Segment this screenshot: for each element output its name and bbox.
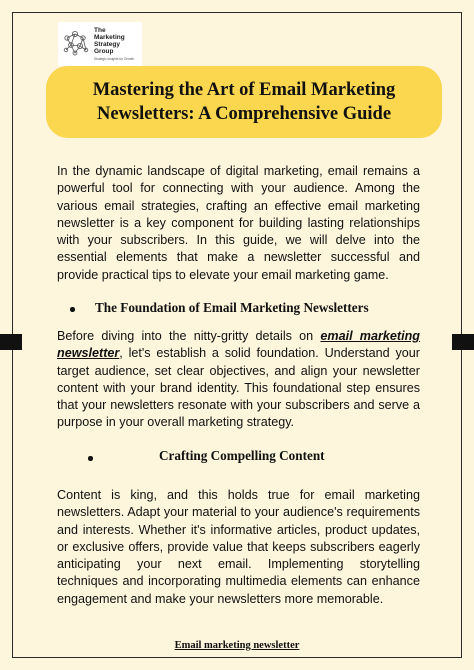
page-title [64,78,424,126]
section-heading-content: Crafting Compelling Content [159,448,325,463]
footer [0,640,474,651]
logo-line-4: Group [94,48,114,55]
title-banner [46,66,442,138]
intro-paragraph: In the dynamic landscape of digital marketing, email remains a powerful tool for connecting with your audience. Among the various email strategies, crafting an effective email marketing newsletter is a key component for building lasting relationships with your subscribers. In this guide, we will delve into the essential elements that make a newsletter successful and provide practical tips to elevate your email marketing game. [57,164,420,282]
right-edge-tab [452,334,474,350]
footer-link[interactable]: Email marketing newsletter [174,640,300,651]
logo-line-2: Marketing [94,34,125,41]
company-logo [58,22,142,66]
bullet-icon [88,456,93,461]
email-marketing-newsletter-link[interactable]: email marketing newsletter [57,329,420,361]
foundation-text-start: Before diving into the nitty-gritty details on [57,329,321,343]
brain-network-icon [61,26,91,62]
title-line-1: Mastering the Art of Email Marketing [92,80,396,100]
title-line-2: Newsletters: A Comprehensive Guide [96,104,392,124]
logo-tagline: Strategic Insights for Growth [94,57,135,61]
logo-line-3: Strategy [94,41,121,48]
logo-line-1: The [94,27,106,34]
bullet-icon [70,307,75,312]
foundation-text-end: , let's establish a solid foundation. Understand your target audience, set clear objectives, and align your newsletter content with your brand identity. This foundational step ensures that your newsletters resonate with your subscribers and serve a purpose in your overall marketing strategy. [57,346,420,430]
content-paragraph: Content is king, and this holds true for email marketing newsletters. Adapt your material to your audience's requirements and interests. Whether it's informative articles, product updates, or exclusive offers, provide value that keeps subscribers eagerly anticipating your next email. Implementing storytelling techniques and incorporating multimedia elements can enhance engagement and make your newsletters more memorable. [57,488,420,606]
left-edge-tab [0,334,22,350]
section-heading-foundation: The Foundation of Email Marketing Newsletters [95,300,369,315]
foundation-paragraph [57,328,420,432]
